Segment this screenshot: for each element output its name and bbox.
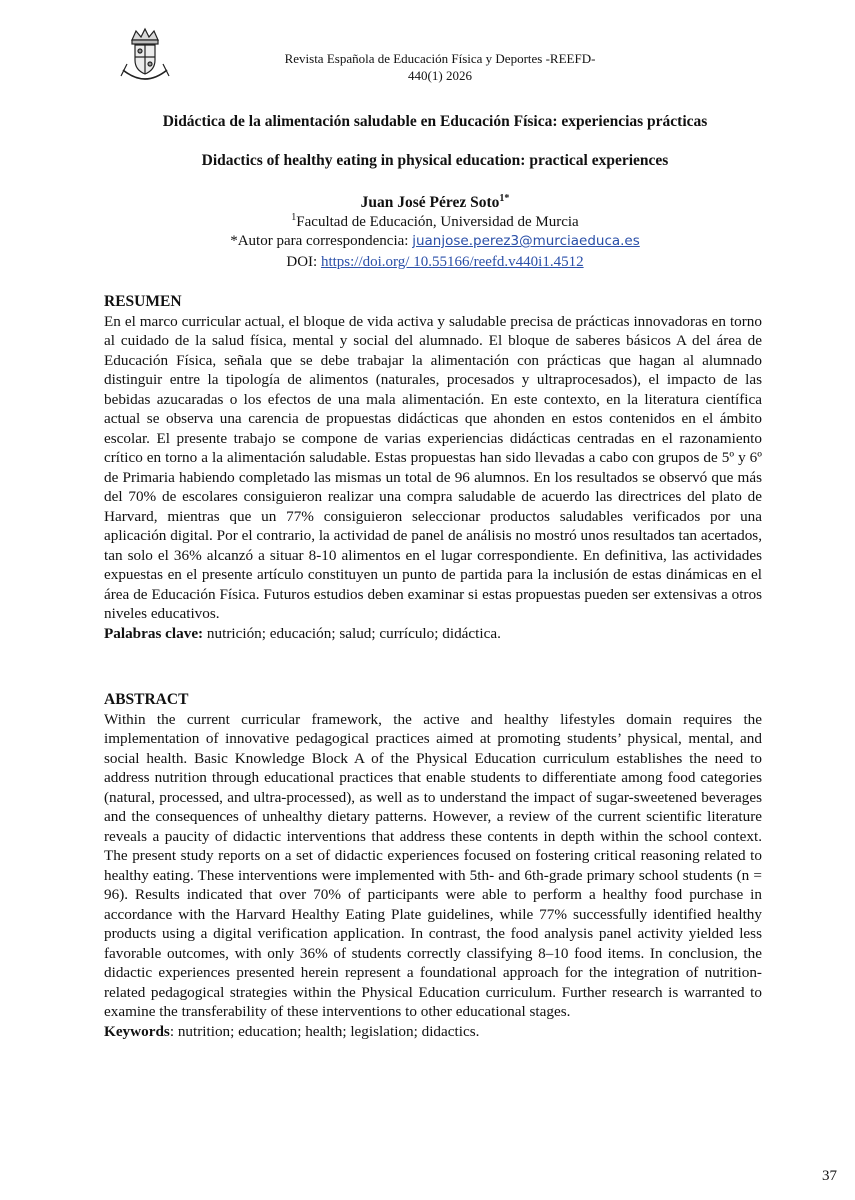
resumen-keywords-label: Palabras clave: <box>104 624 204 642</box>
journal-header <box>240 50 640 84</box>
abstract-heading: ABSTRACT <box>104 691 189 708</box>
abstract-keywords <box>104 1022 762 1042</box>
author-line <box>60 193 810 212</box>
abstract-keywords-text: : nutrition; education; health; legislation; didactics. <box>169 1022 480 1040</box>
doi-line <box>60 254 810 271</box>
author-marks: 1* <box>499 193 510 204</box>
affiliation <box>60 212 810 231</box>
correspondence <box>60 233 810 250</box>
affiliation-mark: 1 <box>291 212 297 223</box>
page-number: 37 <box>822 1168 837 1184</box>
email-link[interactable]: juanjose.perez3@murciaeduca.es <box>412 233 640 249</box>
author-name: Juan José Pérez Soto <box>360 194 500 212</box>
abstract-body: Within the current curricular framework, the active and healthy lifestyles domain requires the implementation of innovative pedagogical practices aimed at promoting students’ physical, mental, and social health. Basic Knowledge Block A of the Physical Education curriculum establishes the need to address nutrition through educational practices that enable students to differentiate among food categories (natural, processed, and ultra-processed), as well as to understand the impact of sugar-sweetened beverages and the consequences of unhealthy dietary patterns. However, a review of the current scientific literature reveals a paucity of didactic interventions that address these contents in depth within the school context. The present study reports on a set of didactic experiences focused on fostering critical reasoning related to healthy eating. These interventions were implemented with 5th- and 6th-grade primary school students (n = 96). Results indicated that over 70% of participants were able to perform a healthy food purchase in accordance with the Harvard Healthy Eating Plate guidelines, while 77% successfully identified healthy products using a digital verification application. In contrast, the food analysis panel activity yielded less favorable outcomes, with only 36% of students correctly classifying 8–10 food items. In conclusion, the didactic experiences presented herein represent a foundational approach for the integration of nutrition-related pedagogical strategies within the Physical Education curriculum. Further research is warranted to examine the transferability of these interventions to other educational stages. <box>104 710 762 1020</box>
title-english: Didactics of healthy eating in physical education: practical experiences <box>201 152 669 169</box>
resumen-heading: RESUMEN <box>104 293 182 310</box>
correspondence-label: *Autor para correspondencia: <box>230 233 409 249</box>
crown-shield-emblem-icon <box>118 26 172 84</box>
abstract-keywords-label: Keywords <box>104 1022 170 1040</box>
resumen-section <box>104 292 762 643</box>
journal-issue: 440(1) 2026 <box>408 68 472 83</box>
title-spanish: Didáctica de la alimentación saludable en Educación Física: experiencias prácticas <box>162 113 708 130</box>
resumen-body: En el marco curricular actual, el bloque de vida activa y saludable precisa de prácticas innovadoras en torno al cuidado de la salud física, mental y social del alumnado. El bloque de saberes básicos A del área de Educación Física, señala que se debe trabajar la alimentación con prácticas que hagan al alumnado distinguir entre la tipología de alimentos (naturales, procesados y ultraprocesados), el impacto de las bebidas azucaradas o los efectos de una mala alimentación. En este contexto, en la literatura científica actual se observa una carencia de propuestas didácticas que ahonden en estos contenidos en el ámbito escolar. El presente trabajo se compone de varias experiencias didácticas centradas en el razonamiento crítico en torno a la alimentación saludable. Estas propuestas han sido llevadas a cabo con grupos de 5º y 6º de Primaria habiendo completado las mismas un total de 96 alumnos. En los resultados se observó que más del 70% de escolares consiguieron realizar una compra saludable de acuerdo las directrices del plato de Harvard, mientras que un 77% consiguieron seleccionar productos saludables verificados por una aplicación digital. Por el contrario, la actividad de panel de análisis no mostró unos resultados tan acertados, tan solo el 36% alcanzó a situar 8-10 alimentos en el lugar correspondiente. En definitiva, las actividades expuestas en el presente artículo constituyen un punto de partida para la inclusión de estas dinámicas en el área de Educación Física. Futuros estudios deben examinar si estas propuestas pueden ser extensivas a otros niveles educativos. <box>104 312 762 622</box>
resumen-keywords-text: nutrición; educación; salud; currículo; didáctica. <box>203 624 501 642</box>
abstract-section <box>104 690 762 1041</box>
affiliation-text: Facultad de Educación, Universidad de Murcia <box>296 214 579 230</box>
resumen-keywords <box>104 624 762 644</box>
doi-link[interactable]: https://doi.org/ 10.55166/reefd.v440i1.4512 <box>320 254 584 270</box>
doi-label: DOI: <box>286 254 318 270</box>
journal-name: Revista Española de Educación Física y Deportes -REEFD- <box>284 51 596 66</box>
